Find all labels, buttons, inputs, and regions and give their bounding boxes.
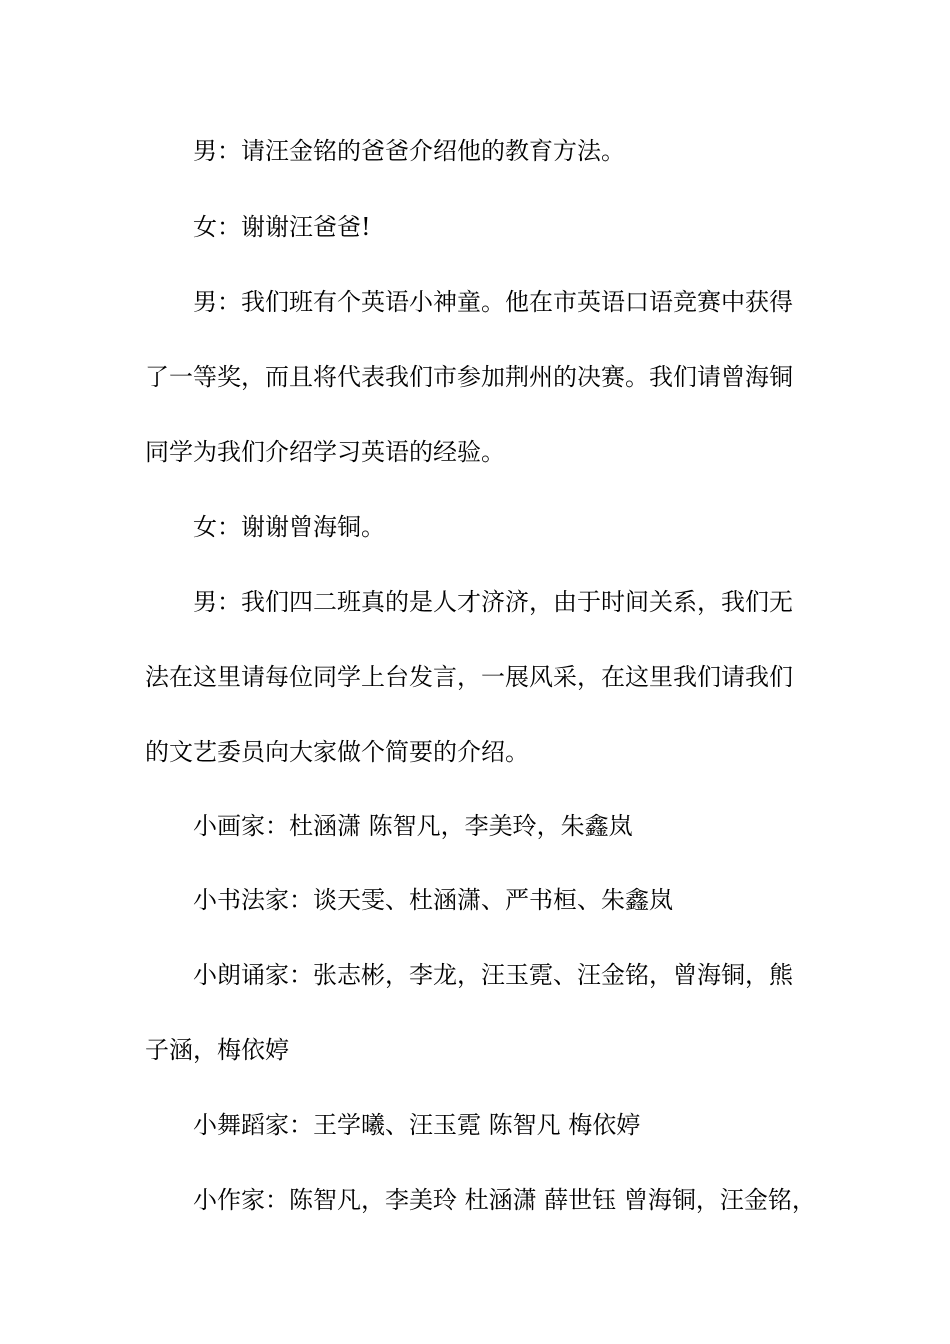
text-line: 小书法家：谈天雯、杜涵潇、严书桓、朱鑫岚 (193, 886, 673, 914)
text-line: 男：我们班有个英语小神童。他在市英语口语竞赛中获得 (193, 288, 793, 316)
text-line: 同学为我们介绍学习英语的经验。 (145, 438, 505, 466)
text-line: 女：谢谢汪爸爸! (193, 213, 371, 241)
text-line: 法在这里请每位同学上台发言，一展风采，在这里我们请我们 (145, 663, 793, 691)
text-line: 小作家：陈智凡，李美玲 杜涵潇 薛世钰 曾海铜，汪金铭， (193, 1186, 816, 1214)
text-line: 小舞蹈家：王学曦、汪玉霓 陈智凡 梅依婷 (193, 1111, 641, 1139)
text-line: 了一等奖，而且将代表我们市参加荆州的决赛。我们请曾海铜 (145, 363, 793, 391)
text-line: 小朗诵家：张志彬，李龙，汪玉霓、汪金铭，曾海铜，熊 (193, 961, 793, 989)
text-line: 子涵，梅依婷 (145, 1036, 289, 1064)
text-line: 男：我们四二班真的是人才济济，由于时间关系，我们无 (193, 588, 793, 616)
text-line: 女：谢谢曾海铜。 (193, 513, 385, 541)
text-line: 小画家：杜涵潇 陈智凡，李美玲，朱鑫岚 (193, 812, 633, 840)
text-line: 的文艺委员向大家做个简要的介绍。 (145, 738, 529, 766)
text-line: 男：请汪金铭的爸爸介绍他的教育方法。 (193, 137, 625, 165)
